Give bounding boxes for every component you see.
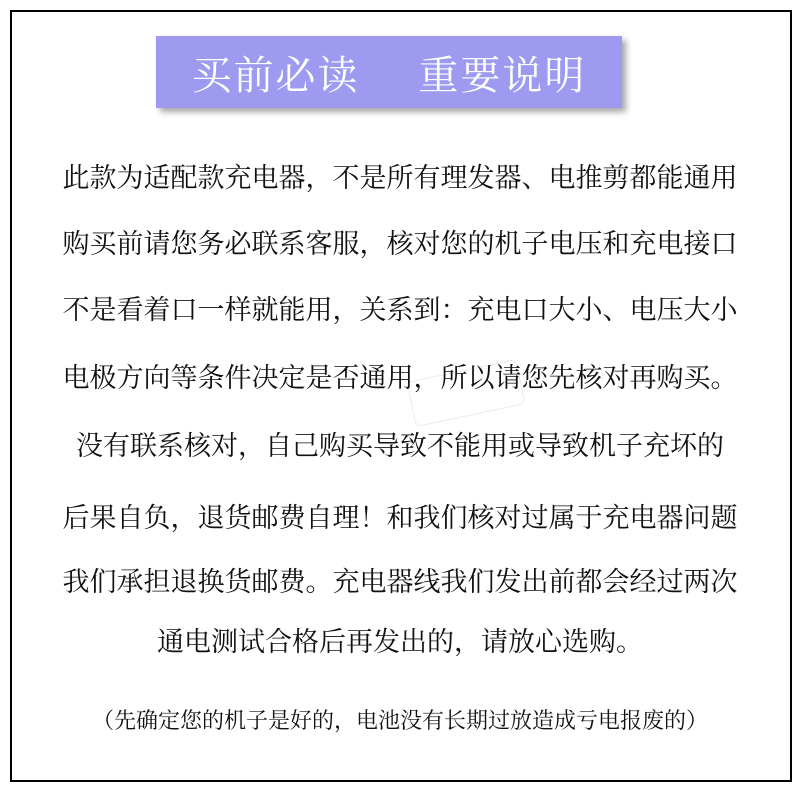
notice-line-3: 不是看着口一样就能用，关系到：充电口大小、电压大小 — [62, 295, 738, 326]
notice-line-8: 通电测试合格后再发出的，请放心选购。 — [157, 627, 643, 658]
notice-line-4: 电极方向等条件决定是否通用，所以请您先核对再购买。 — [62, 363, 738, 394]
notice-line-5: 没有联系核对，自己购买导致不能用或导致机子充坏的 — [76, 431, 724, 462]
footnote: （先确定您的机子是好的，电池没有长期过放造成亏电报废的） — [91, 709, 708, 734]
notice-line-6: 后果自负，退货邮费自理！和我们核对过属于充电器问题 — [62, 503, 738, 534]
title-banner — [156, 36, 622, 108]
notice-line-1: 此款为适配款充电器，不是所有理发器、电推剪都能通用 — [62, 163, 738, 194]
banner-title: 买前必读 重要说明 — [191, 52, 587, 99]
notice-frame — [10, 10, 792, 782]
notice-line-7: 我们承担退换货邮费。充电器线我们发出前都会经过两次 — [62, 567, 738, 598]
notice-line-2: 购买前请您务必联系客服，核对您的机子电压和充电接口 — [62, 229, 738, 260]
